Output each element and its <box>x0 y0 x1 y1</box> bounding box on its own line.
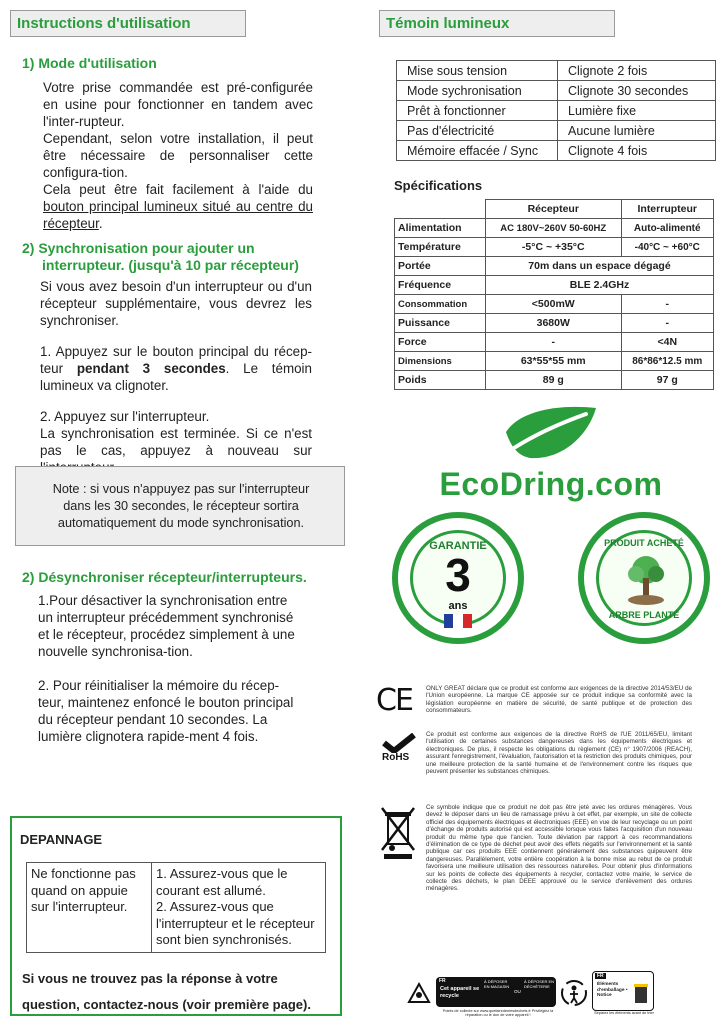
table-row <box>395 257 714 276</box>
s2-paragraph-3a: 2. Appuyez sur l'interrupteur. <box>40 409 210 424</box>
s2-paragraph-3b: La synchronisation est terminée. Si ce n'est pas le cas, appuyez à nouveau sur <box>40 426 312 458</box>
table-row <box>397 141 716 161</box>
spec-column-header: Récepteur <box>486 200 622 219</box>
table-row <box>397 81 716 101</box>
spec-value-interrupteur: <4N <box>621 333 714 352</box>
spec-value-interrupteur: - <box>621 314 714 333</box>
spec-label: Fréquence <box>395 276 486 295</box>
weee-text: Ce symbole indique que ce produit ne doit pas être jeté avec les ordures ménagères. Vous devez le déposer dans un lieu de ramassage prévu à cet effet, par exemple, un site de collecte officiel des équipements électriques et électroniques (EEE) en vue de leur recyclage ou un point d'échange de produits autorisé qui est accessible lorsque vous faites l'acquisition d'un nouveau produit du même type que l'ancien. Toute déviation par rapport à ces recommandations d'élimination de ce type de déchet peut avoir des effets négatifs sur l'environnement et la santé publique car ces produits EEE contiennent généralement des substances quipeuvent être dangereuses. Parallèlement, votre entière coopération à la bonne mise au rebut de ce produit favorisera une meilleure utilisation des ressources naturelles. Pour obtenir plus d'informations sur les points de collecte des équipements à recycler, contactez votre mairie, le service de collecte des déchets, le plan DEEE approuvé ou le service d'enlèvement des ordures ménagères. <box>426 804 692 893</box>
table-row <box>397 101 716 121</box>
section2-body <box>40 278 312 476</box>
table-row <box>27 863 326 953</box>
table-row <box>395 333 714 352</box>
seal1-unit: ans <box>448 600 468 612</box>
triman-ou: OU <box>514 989 521 994</box>
weee-bin-icon <box>380 806 416 860</box>
section1-title: 1) Mode d'utilisation <box>22 55 157 71</box>
depannage-problem: Ne fonctionne pas quand on appuie sur l'interrupteur. <box>27 863 152 953</box>
section2-title-line1: 2) Synchronisation pour ajouter un <box>22 240 255 256</box>
spec-value-recepteur: BLE 2.4GHz <box>486 276 714 295</box>
spec-table <box>394 199 714 390</box>
table-row <box>395 276 714 295</box>
s2-p2-bold: pendant 3 secondes <box>76 361 226 376</box>
emballage-box <box>592 971 654 1011</box>
tree-icon <box>624 554 668 606</box>
s1-p3-end: . <box>98 216 103 231</box>
instructions-header <box>10 10 246 37</box>
seal1-number: 3 <box>445 549 471 601</box>
spec-label: Alimentation <box>395 219 486 238</box>
s1-paragraph-1: Votre prise commandée est pré-configurée en usine pour fonctionner en tandem avec l'inter-rupteur. <box>43 80 313 129</box>
arbre-seal <box>578 512 710 644</box>
rohs-check-icon <box>382 733 416 753</box>
s3-paragraph-1: 1.Pour désactiver la synchronisation entre un interrupteur précédemment synchronisé et le récepteur, procédez simplement à une nouvelle synchronisa-tion. <box>38 593 295 659</box>
s1-p3-text: Cela peut être fait facilement à l'aide du <box>43 182 313 197</box>
temoin-state: Mise sous tension <box>397 61 558 81</box>
triman-main-text: Cet appareil se recycle <box>440 986 480 999</box>
temoin-signal: Aucune lumière <box>558 121 716 141</box>
spec-label: Température <box>395 238 486 257</box>
section2-title-line2: interrupteur. (jusqu'à 10 par récepteur) <box>42 257 299 273</box>
triman-option-2: À DÉPOSER EN DÉCHÈTERIE <box>524 979 555 989</box>
yellow-bin-icon <box>633 982 649 1004</box>
spec-value-recepteur: -5°C ~ +35°C <box>486 238 622 257</box>
triman-footer: Points de collecte sur www.quefairedemesdechets.fr Privilégiez la réparation ou le don de votre appareil ! <box>442 1009 554 1018</box>
s2-p2a: 1. Appuyez sur le bouton principal du récep-teur <box>40 344 312 376</box>
brand-name: EcoDring.com <box>439 466 663 502</box>
table-row <box>397 61 716 81</box>
emballage-footer: Séparez les éléments avant de trier <box>594 1011 654 1015</box>
s2-paragraph-1: Si vous avez besoin d'un interrupteur ou d'un récepteur supplémentaire, vous devrez les synchroniser. <box>40 279 312 328</box>
triman-option-1: À DÉPOSER EN MAGASIN <box>484 979 510 989</box>
note-box <box>15 466 345 546</box>
triman-box <box>436 977 556 1007</box>
s2-p2c: . Le témoin lumineux va clignoter. <box>40 361 312 393</box>
triman-bar <box>406 975 706 1019</box>
garantie-seal <box>392 512 524 644</box>
temoin-signal: Clignote 30 secondes <box>558 81 716 101</box>
s1-paragraph-2: Cependant, selon votre installation, il peut être nécessaire de personnaliser cette configura-tion. <box>43 131 313 180</box>
spec-label: Dimensions <box>395 352 486 371</box>
s1-p3-link: bouton principal lumineux situé au centre du récepteur <box>43 199 313 231</box>
spec-value-recepteur: 70m dans un espace dégagé <box>486 257 714 276</box>
triman-fr: FR <box>439 978 446 984</box>
spec-label: Puissance <box>395 314 486 333</box>
table-row <box>395 352 714 371</box>
spec-value-interrupteur: -40°C ~ +60°C <box>621 238 714 257</box>
table-row <box>395 219 714 238</box>
spec-label: Portée <box>395 257 486 276</box>
spec-label: Poids <box>395 371 486 390</box>
note-text: Note : si vous n'appuyez pas sur l'interrupteur dans les 30 secondes, le récepteur sortira automatiquement du mode synchronisation. <box>52 482 310 530</box>
spec-value-recepteur: AC 180V~260V 50-60HZ <box>486 219 622 238</box>
depannage-footer <box>22 966 311 1018</box>
depannage-footer-2: question, contactez-nous (voir première page). <box>22 997 311 1012</box>
spec-value-recepteur: <500mW <box>486 295 622 314</box>
s3-paragraph-2: 2. Pour réinitialiser la mémoire du récep-teur, maintenez enfoncé le bouton principal du récepteur pendant 10 secondes. La lumière clignotera rapide-ment 4 fois. <box>38 678 294 744</box>
spec-value-recepteur: - <box>486 333 622 352</box>
spec-corner <box>395 200 486 219</box>
section3-title: 2) Désynchroniser récepteur/interrupteurs. <box>22 569 307 585</box>
spec-value-interrupteur: 86*86*12.5 mm <box>621 352 714 371</box>
table-row <box>395 371 714 390</box>
table-row <box>395 295 714 314</box>
temoin-state: Pas d'électricité <box>397 121 558 141</box>
section3-body <box>38 592 302 745</box>
ce-mark-icon <box>376 683 412 718</box>
ce-text: ONLY GREAT déclare que ce produit est conforme aux exigences de la directive 2014/53/EU de l'Union européenne. La marque CE apposée sur ce produit indique sa conformité avec la législation européenne en matière de sécurité, de santé publique et de protection des consommateurs. <box>426 685 692 715</box>
depannage-table <box>26 862 326 953</box>
temoin-header-text: Témoin lumineux <box>386 15 510 32</box>
spec-label: Force <box>395 333 486 352</box>
depannage-solution <box>152 863 326 953</box>
temoin-signal: Lumière fixe <box>558 101 716 121</box>
temoin-header <box>379 10 615 37</box>
depannage-title: DEPANNAGE <box>20 832 103 847</box>
temoin-signal: Clignote 2 fois <box>558 61 716 81</box>
table-row <box>397 121 716 141</box>
s1-paragraph-3 <box>43 181 313 232</box>
french-flag-icon <box>444 614 472 628</box>
spec-value-recepteur: 89 g <box>486 371 622 390</box>
section2-title <box>22 240 299 274</box>
depannage-solution-2: 2. Assurez-vous que l'interrupteur et le récepteur sont bien synchronisés. <box>156 899 315 947</box>
spec-value-interrupteur: Auto-alimenté <box>621 219 714 238</box>
spec-title: Spécifications <box>394 178 483 193</box>
depannage-footer-1: Si vous ne trouvez pas la réponse à votre <box>22 971 278 986</box>
instructions-header-text: Instructions d'utilisation <box>17 15 191 32</box>
emballage-text: Éléments d'emballage • Notice <box>597 982 628 999</box>
temoin-signal: Clignote 4 fois <box>558 141 716 161</box>
table-row <box>395 238 714 257</box>
seal1-top-text: GARANTIE <box>429 540 487 552</box>
spec-column-header: Interrupteur <box>621 200 714 219</box>
depannage-box <box>10 816 342 1016</box>
recycle-person-icon <box>560 979 588 1007</box>
table-row <box>395 200 714 219</box>
depannage-solution-1: 1. Assurez-vous que le courant est allumé. <box>156 866 288 898</box>
triman-icon <box>406 981 432 1007</box>
spec-value-interrupteur: 97 g <box>621 371 714 390</box>
section1-body <box>43 79 313 232</box>
emballage-fr: FR <box>597 973 604 979</box>
rohs-label: RoHS <box>382 752 410 763</box>
temoin-state: Mode sychronisation <box>397 81 558 101</box>
spec-value-interrupteur: - <box>621 295 714 314</box>
spec-value-recepteur: 63*55*55 mm <box>486 352 622 371</box>
temoin-table <box>396 60 716 161</box>
leaf-logo-icon <box>500 404 600 466</box>
ce-mark-text: CE <box>376 683 412 718</box>
table-row <box>395 314 714 333</box>
temoin-state: Mémoire effacée / Sync <box>397 141 558 161</box>
spec-value-recepteur: 3680W <box>486 314 622 333</box>
temoin-state: Prêt à fonctionner <box>397 101 558 121</box>
seal2-top-text: PRODUIT ACHETÉ <box>604 538 684 548</box>
seal2-bottom-text: ARBRE PLANTÉ <box>608 610 680 620</box>
s2-paragraph-2 <box>40 343 312 394</box>
spec-label: Consommation <box>395 295 486 314</box>
rohs-text: Ce produit est conforme aux exigences de la directive RoHS de l'UE 2011/65/EU, limitant l'utilisation de certaines substances dangereuses dans les équipements électriques et électroniques. De plus, il respecte les obligations du règlement (CE) n° 1907/2006 (REACH), assurant l'enregistrement, l'évaluation, l'autorisation et la restriction des produits chimiques, pour une meilleure protection de la santé humaine et de l'environnement contre les risques que peuvent présenter les substances chimiques. <box>426 731 692 776</box>
